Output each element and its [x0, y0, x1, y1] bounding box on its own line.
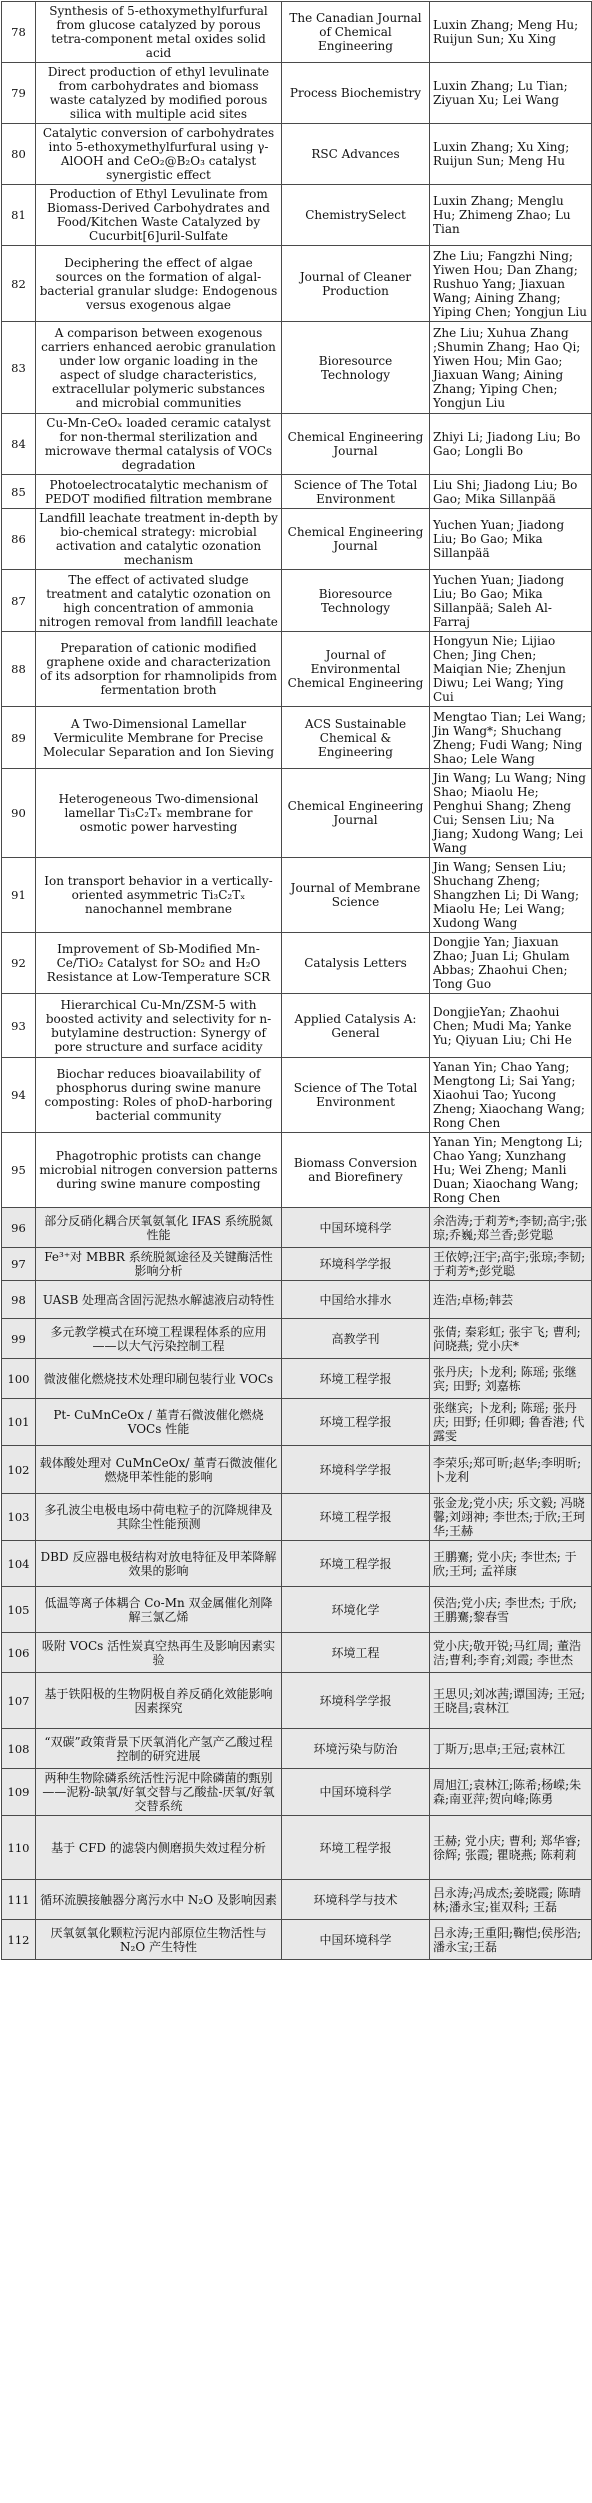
row-number: 97 — [2, 1248, 36, 1281]
row-number: 82 — [2, 246, 36, 322]
author-list: Yuchen Yuan; Jiadong Liu; Bo Gao; Mika Sillanpää; Saleh Al-Farraj — [430, 570, 592, 632]
paper-title: 多孔波尘电极电场中荷电粒子的沉降规律及其除尘性能预测 — [36, 1494, 282, 1541]
journal-name: 环境工程学报 — [282, 1816, 430, 1880]
paper-title: 厌氧氨氧化颗粒污泥内部原位生物活性与 N₂O 产生特性 — [36, 1920, 282, 1960]
row-number: 98 — [2, 1281, 36, 1319]
author-list: 张继宾; 卜龙利; 陈瑶; 张丹庆; 田野; 任卯卿; 鲁香港; 代露雯 — [430, 1399, 592, 1446]
table-row — [2, 1816, 592, 1880]
row-number: 108 — [2, 1729, 36, 1769]
paper-title: Phagotrophic protists can change microbial nitrogen conversion patterns during swine manure composting — [36, 1133, 282, 1208]
row-number: 78 — [2, 2, 36, 63]
journal-name: 中国环境科学 — [282, 1208, 430, 1248]
paper-title: The effect of activated sludge treatment and catalytic ozonation on high concentration of ammonia nitrogen removal from landfill leachate — [36, 570, 282, 632]
journal-name: Chemical Engineering Journal — [282, 509, 430, 570]
paper-title: Fe³⁺对 MBBR 系统脱氮途径及关键酶活性影响分析 — [36, 1248, 282, 1281]
paper-title: “双碳”政策背景下厌氧消化产氢产乙酸过程控制的研究进展 — [36, 1729, 282, 1769]
paper-title: UASB 处理高含固污泥热水解滤液启动特性 — [36, 1281, 282, 1319]
table-row — [2, 769, 592, 858]
paper-title: 多元教学模式在环境工程课程体系的应用——以大气污染控制工程 — [36, 1319, 282, 1359]
author-list: Jin Wang; Sensen Liu; Shuchang Zheng; Shangzhen Li; Di Wang; Miaolu He; Lei Wang; Xudong Wang — [430, 858, 592, 933]
author-list: 王赫; 党小庆; 曹利; 郑华睿; 徐辉; 张霞; 瞿晓燕; 陈莉莉 — [430, 1816, 592, 1880]
author-list: 李荣乐;郑可昕;赵华;李明昕; 卜龙利 — [430, 1446, 592, 1494]
table-row — [2, 1587, 592, 1633]
table-body — [2, 2, 592, 1960]
journal-name: Journal of Membrane Science — [282, 858, 430, 933]
table-row — [2, 322, 592, 414]
table-row — [2, 1248, 592, 1281]
row-number: 84 — [2, 414, 36, 475]
paper-title: Photoelectrocatalytic mechanism of PEDOT modified filtration membrane — [36, 475, 282, 509]
row-number: 93 — [2, 994, 36, 1058]
table-row — [2, 858, 592, 933]
author-list: Liu Shi; Jiadong Liu; Bo Gao; Mika Sillanpää — [430, 475, 592, 509]
paper-title: Direct production of ethyl levulinate from carbohydrates and biomass waste catalyzed by modified porous silica with multiple acid sites — [36, 63, 282, 124]
paper-title: Ion transport behavior in a vertically-oriented asymmetric Ti₃C₂Tₓ nanochannel membrane — [36, 858, 282, 933]
table-row — [2, 63, 592, 124]
author-list: Luxin Zhang; Menglu Hu; Zhimeng Zhao; Lu Tian — [430, 185, 592, 246]
author-list: Dongjie Yan; Jiaxuan Zhao; Juan Li; Ghulam Abbas; Zhaohui Chen; Tong Guo — [430, 933, 592, 994]
table-row — [2, 1133, 592, 1208]
row-number: 94 — [2, 1058, 36, 1133]
journal-name: 环境工程学报 — [282, 1541, 430, 1587]
paper-title: 低温等离子体耦合 Co-Mn 双金属催化剂降解三氯乙烯 — [36, 1587, 282, 1633]
paper-title: Catalytic conversion of carbohydrates into 5-ethoxymethylfurfural using γ-AlOOH and CeO₂@B₂O₃ catalyst synergistic effect — [36, 124, 282, 185]
author-list: 王鹏騫; 党小庆; 李世杰; 于欣;王珂; 孟祥康 — [430, 1541, 592, 1587]
table-row — [2, 994, 592, 1058]
journal-name: 环境科学学报 — [282, 1673, 430, 1729]
table-row — [2, 1494, 592, 1541]
table-row — [2, 414, 592, 475]
paper-title: 基于 CFD 的滤袋内侧磨损失效过程分析 — [36, 1816, 282, 1880]
table-row — [2, 1769, 592, 1816]
paper-title: 部分反硝化耦合厌氧氨氧化 IFAS 系统脱氮性能 — [36, 1208, 282, 1248]
author-list: Luxin Zhang; Xu Xing; Ruijun Sun; Meng Hu — [430, 124, 592, 185]
paper-title: 基于铁阳极的生物阴极自养反硝化效能影响因素探究 — [36, 1673, 282, 1729]
author-list: Jin Wang; Lu Wang; Ning Shao; Miaolu He; Penghui Shang; Zheng Cui; Sensen Liu; Na Jiang; Xudong Wang; Lei Wang — [430, 769, 592, 858]
journal-name: 中国环境科学 — [282, 1769, 430, 1816]
author-list: Zhiyi Li; Jiadong Liu; Bo Gao; Longli Bo — [430, 414, 592, 475]
paper-title: Synthesis of 5-ethoxymethylfurfural from glucose catalyzed by porous tetra-component metal oxides solid acid — [36, 2, 282, 63]
paper-title: 两种生物除磷系统活性污泥中除磷菌的甄别——泥粉-缺氧/好氧交替与乙酸盐-厌氧/好氧交替系统 — [36, 1769, 282, 1816]
journal-name: ACS Sustainable Chemical & Engineering — [282, 707, 430, 769]
author-list: Hongyun Nie; Lijiao Chen; Jing Chen; Maiqian Nie; Zhenjun Diwu; Lei Wang; Ying Cui — [430, 632, 592, 707]
table-row — [2, 1920, 592, 1960]
journal-name: ChemistrySelect — [282, 185, 430, 246]
journal-name: 环境科学与技术 — [282, 1880, 430, 1920]
paper-title: Production of Ethyl Levulinate from Biomass-Derived Carbohydrates and Food/Kitchen Waste Catalyzed by Cucurbit[6]uril-Sulfate — [36, 185, 282, 246]
table-row — [2, 246, 592, 322]
paper-title: Preparation of cationic modified graphene oxide and characterization of its adsorption for rhamnolipids from fermentation broth — [36, 632, 282, 707]
row-number: 104 — [2, 1541, 36, 1587]
row-number: 96 — [2, 1208, 36, 1248]
paper-title: Cu-Mn-CeOₓ loaded ceramic catalyst for non-thermal sterilization and microwave thermal catalysis of VOCs degradation — [36, 414, 282, 475]
paper-title: 吸附 VOCs 活性炭真空热再生及影响因素实验 — [36, 1633, 282, 1673]
row-number: 95 — [2, 1133, 36, 1208]
journal-name: Journal of Environmental Chemical Engineering — [282, 632, 430, 707]
journal-name: 中国给水排水 — [282, 1281, 430, 1319]
row-number: 100 — [2, 1359, 36, 1399]
row-number: 109 — [2, 1769, 36, 1816]
author-list: DongjieYan; Zhaohui Chen; Mudi Ma; Yanke Yu; Qiyuan Liu; Chi He — [430, 994, 592, 1058]
journal-name: 环境化学 — [282, 1587, 430, 1633]
author-list: 连浩;卓杨;韩芸 — [430, 1281, 592, 1319]
table-row — [2, 509, 592, 570]
journal-name: Process Biochemistry — [282, 63, 430, 124]
paper-title: Pt- CuMnCeOx / 堇青石微波催化燃烧 VOCs 性能 — [36, 1399, 282, 1446]
table-row — [2, 1208, 592, 1248]
publication-table — [1, 1, 592, 1960]
journal-name: Applied Catalysis A: General — [282, 994, 430, 1058]
row-number: 110 — [2, 1816, 36, 1880]
paper-title: A comparison between exogenous carriers enhanced aerobic granulation under low organic loading in the aspect of sludge characteristics, extracellular polymeric substances and microbial communities — [36, 322, 282, 414]
paper-title: DBD 反应器电极结构对放电特征及甲苯降解效果的影响 — [36, 1541, 282, 1587]
author-list: Yanan Yin; Chao Yang; Mengtong Li; Sai Yang; Xiaohui Tao; Yucong Zheng; Xiaochang Wang; Rong Chen — [430, 1058, 592, 1133]
journal-name: Bioresource Technology — [282, 322, 430, 414]
journal-name: 环境工程学报 — [282, 1359, 430, 1399]
row-number: 83 — [2, 322, 36, 414]
journal-name: Biomass Conversion and Biorefinery — [282, 1133, 430, 1208]
table-row — [2, 707, 592, 769]
table-row — [2, 185, 592, 246]
row-number: 89 — [2, 707, 36, 769]
author-list: 丁斯万;思卓;王冠;袁林江 — [430, 1729, 592, 1769]
row-number: 106 — [2, 1633, 36, 1673]
table-row — [2, 2, 592, 63]
table-row — [2, 1281, 592, 1319]
table-row — [2, 570, 592, 632]
journal-name: 环境科学学报 — [282, 1446, 430, 1494]
journal-name: Chemical Engineering Journal — [282, 769, 430, 858]
paper-title: 循环流膜接触器分离污水中 N₂O 及影响因素 — [36, 1880, 282, 1920]
paper-title: Improvement of Sb-Modified Mn-Ce/TiO₂ Catalyst for SO₂ and H₂O Resistance at Low-Temperature SCR — [36, 933, 282, 994]
journal-name: 环境工程学报 — [282, 1399, 430, 1446]
journal-name: Science of The Total Environment — [282, 475, 430, 509]
paper-title: 载体酸处理对 CuMnCeOx/ 堇青石微波催化燃烧甲苯性能的影响 — [36, 1446, 282, 1494]
row-number: 88 — [2, 632, 36, 707]
paper-title: Deciphering the effect of algae sources on the formation of algal-bacterial granular sludge: Endogenous versus exogenous algae — [36, 246, 282, 322]
table-row — [2, 1633, 592, 1673]
row-number: 112 — [2, 1920, 36, 1960]
author-list: 吕永涛;冯成杰;姜晓霞; 陈晴林;潘永宝;崔双科; 王磊 — [430, 1880, 592, 1920]
author-list: 吕永涛;王重阳;鞠恺;侯彤浩;潘永宝;王磊 — [430, 1920, 592, 1960]
row-number: 101 — [2, 1399, 36, 1446]
author-list: 王思贝;刘冰茜;谭国涛; 王冠;王晓昌;袁林江 — [430, 1673, 592, 1729]
journal-name: Catalysis Letters — [282, 933, 430, 994]
journal-name: 环境污染与防治 — [282, 1729, 430, 1769]
table-row — [2, 1319, 592, 1359]
row-number: 86 — [2, 509, 36, 570]
row-number: 103 — [2, 1494, 36, 1541]
row-number: 92 — [2, 933, 36, 994]
row-number: 107 — [2, 1673, 36, 1729]
author-list: Luxin Zhang; Meng Hu; Ruijun Sun; Xu Xing — [430, 2, 592, 63]
row-number: 81 — [2, 185, 36, 246]
table-row — [2, 1880, 592, 1920]
table-row — [2, 933, 592, 994]
journal-name: 高教学刊 — [282, 1319, 430, 1359]
author-list: 侯浩;党小庆; 李世杰; 于欣;王鹏騫;黎春雪 — [430, 1587, 592, 1633]
author-list: 张金龙;党小庆; 乐文毅; 冯晓馨;刘翊神; 李世杰;于欣;王珂华;王赫 — [430, 1494, 592, 1541]
table-row — [2, 1541, 592, 1587]
author-list: Luxin Zhang; Lu Tian; Ziyuan Xu; Lei Wang — [430, 63, 592, 124]
row-number: 80 — [2, 124, 36, 185]
author-list: Zhe Liu; Xuhua Zhang ;Shumin Zhang; Hao Qi; Yiwen Hou; Min Gao; Jiaxuan Wang; Aining Zhang; Yiping Chen; Yongjun Liu — [430, 322, 592, 414]
row-number: 105 — [2, 1587, 36, 1633]
paper-title: Hierarchical Cu-Mn/ZSM-5 with boosted activity and selectivity for n-butylamine destruction: Synergy of pore structure and surface acidity — [36, 994, 282, 1058]
author-list: 党小庆;敬开锐;马红周; 董浩洁;曹利;李育;刘霞; 李世杰 — [430, 1633, 592, 1673]
author-list: 张倩; 秦彩虹; 张宇飞; 曹利; 问晓燕; 党小庆* — [430, 1319, 592, 1359]
author-list: Zhe Liu; Fangzhi Ning; Yiwen Hou; Dan Zhang; Rushuo Yang; Jiaxuan Wang; Aining Zhang; Yiping Chen; Yongjun Liu — [430, 246, 592, 322]
table-row — [2, 1673, 592, 1729]
journal-name: 环境工程学报 — [282, 1494, 430, 1541]
row-number: 87 — [2, 570, 36, 632]
journal-name: Journal of Cleaner Production — [282, 246, 430, 322]
paper-title: Landfill leachate treatment in-depth by bio-chemical strategy: microbial activation and catalytic ozonation mechanism — [36, 509, 282, 570]
paper-title: Heterogeneous Two-dimensional lamellar Ti₃C₂Tₓ membrane for osmotic power harvesting — [36, 769, 282, 858]
row-number: 111 — [2, 1880, 36, 1920]
row-number: 90 — [2, 769, 36, 858]
author-list: Yuchen Yuan; Jiadong Liu; Bo Gao; Mika Sillanpää — [430, 509, 592, 570]
journal-name: Bioresource Technology — [282, 570, 430, 632]
table-row — [2, 475, 592, 509]
author-list: 王依婷;汪宇;高宇;张琼;李韧;于莉芳*;彭党聪 — [430, 1248, 592, 1281]
paper-title: 微波催化燃烧技术处理印刷包装行业 VOCs — [36, 1359, 282, 1399]
table-row — [2, 1446, 592, 1494]
journal-name: Science of The Total Environment — [282, 1058, 430, 1133]
table-row — [2, 1729, 592, 1769]
row-number: 85 — [2, 475, 36, 509]
table-row — [2, 1359, 592, 1399]
author-list: 张丹庆; 卜龙利; 陈瑶; 张继宾; 田野; 刘嘉栋 — [430, 1359, 592, 1399]
journal-name: 中国环境科学 — [282, 1920, 430, 1960]
journal-name: The Canadian Journal of Chemical Engineering — [282, 2, 430, 63]
paper-title: A Two-Dimensional Lamellar Vermiculite Membrane for Precise Molecular Separation and Ion Sieving — [36, 707, 282, 769]
row-number: 102 — [2, 1446, 36, 1494]
row-number: 99 — [2, 1319, 36, 1359]
table-row — [2, 632, 592, 707]
row-number: 91 — [2, 858, 36, 933]
journal-name: 环境工程 — [282, 1633, 430, 1673]
journal-name: Chemical Engineering Journal — [282, 414, 430, 475]
author-list: Mengtao Tian; Lei Wang; Jin Wang*; Shuchang Zheng; Fudi Wang; Ning Shao; Lele Wang — [430, 707, 592, 769]
table-row — [2, 1399, 592, 1446]
journal-name: 环境科学学报 — [282, 1248, 430, 1281]
paper-title: Biochar reduces bioavailability of phosphorus during swine manure composting: Roles of phoD-harboring bacterial community — [36, 1058, 282, 1133]
author-list: Yanan Yin; Mengtong Li; Chao Yang; Xunzhang Hu; Wei Zheng; Manli Duan; Xiaochang Wang; Rong Chen — [430, 1133, 592, 1208]
journal-name: RSC Advances — [282, 124, 430, 185]
author-list: 余浩涛;于莉芳*;李韧;高宇;张琼;乔巍;郑兰香;彭党聪 — [430, 1208, 592, 1248]
row-number: 79 — [2, 63, 36, 124]
table-row — [2, 124, 592, 185]
author-list: 周旭江;袁林江;陈希;杨嵘;朱森;南亚萍;贺向峰;陈勇 — [430, 1769, 592, 1816]
table-row — [2, 1058, 592, 1133]
